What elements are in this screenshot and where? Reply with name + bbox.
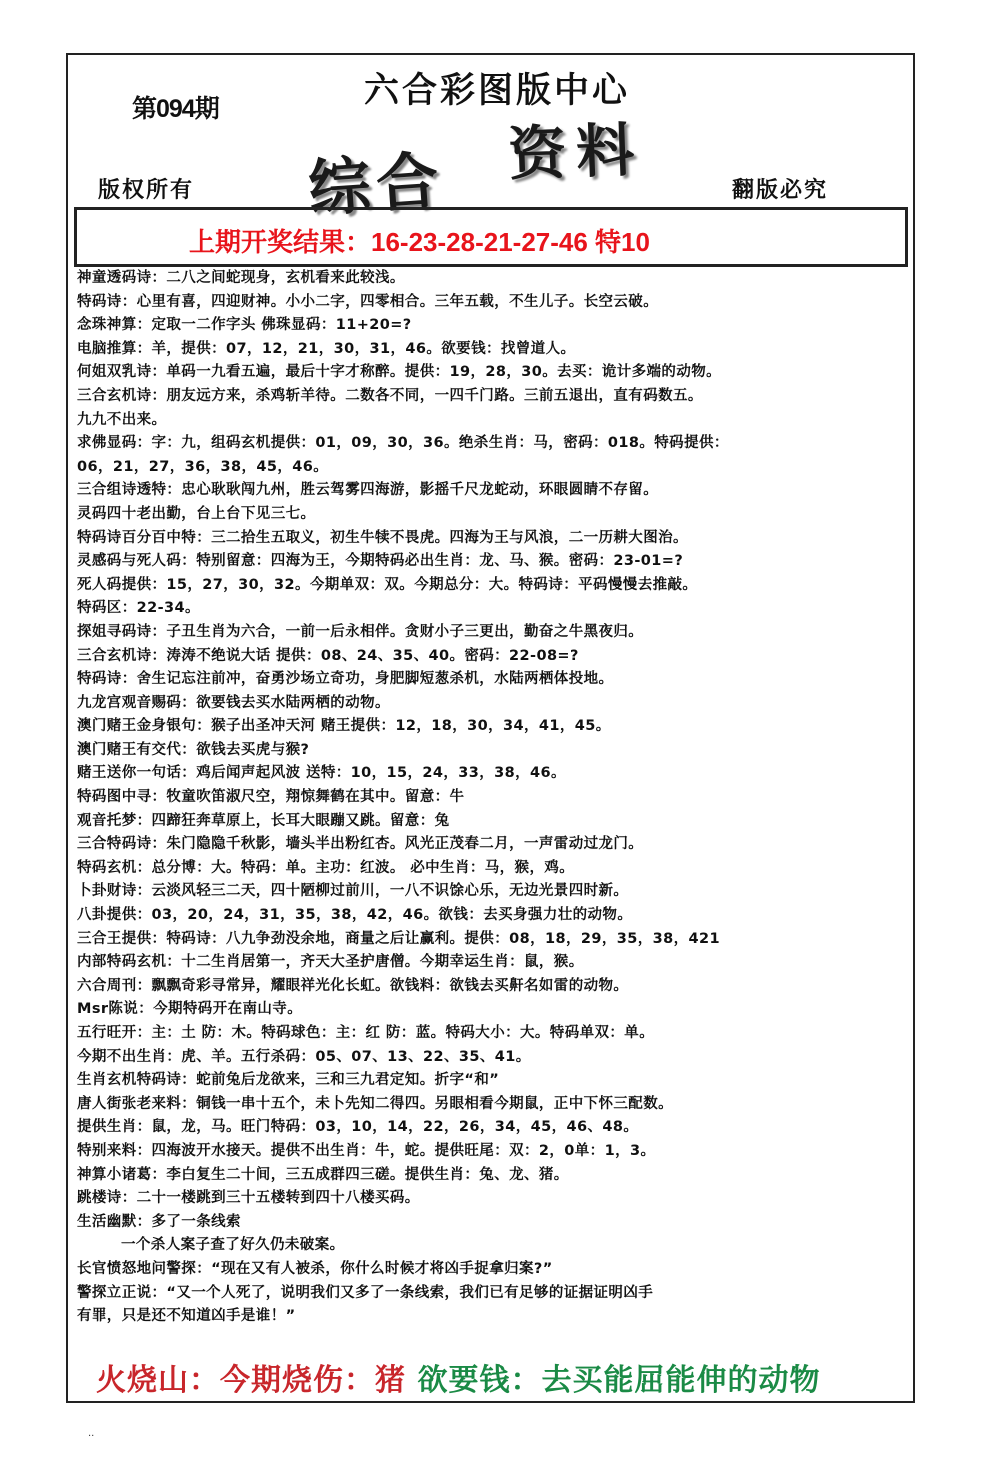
copyright-left: 版权所有 — [98, 177, 195, 203]
text-line: 特别来料：四海波开水接天。提供不出生肖：牛，蛇。提供旺尾：双：2，0单：1，3。 — [77, 1142, 656, 1159]
text-line: 三合玄机诗：涛涛不绝说大话 提供：08、24、35、40。密码：22-08=? — [77, 647, 579, 664]
last-result-text: 上期开奖结果：16-23-28-21-27-46 特10 — [189, 227, 650, 257]
text-line: 灵码四十老出勤，台上台下见三七。 — [77, 505, 316, 522]
text-line: 特码诗：心里有喜，四迎财神。小小二字，四零相合。三年五载，不生儿子。长空云破。 — [77, 293, 659, 310]
text-line: 何姐双乳诗：单码一九看五遍，最后十字才称醉。提供：19，28，30。去买：诡计多端的动物。 — [77, 364, 722, 381]
text-line: 六合周刊：飘飘奇彩寻常异，耀眼祥光化长虹。欲钱料：欲钱去买鼾名如雷的动物。 — [77, 977, 629, 994]
text-line: 三合玄机诗：朋友远方来，杀鸡斩羊待。二数各不同，一四千门路。三前五退出，直有码数五。 — [77, 387, 703, 404]
banner-green-text: 欲要钱：去买能屈能伸的动物 — [417, 1363, 821, 1398]
main-title-right: 资料 — [507, 115, 646, 189]
last-result-box — [74, 207, 908, 267]
text-line: 三合特码诗：朱门隐隐千秋影，墙头半出粉红杏。风光正茂春二月，一声雷动过龙门。 — [77, 836, 644, 853]
text-line: Msr陈说：今期特码开在南山寺。 — [77, 1001, 303, 1018]
text-line: 唐人街张老来料：铜钱一串十五个，未卜先知二得四。另眼相看今期鼠，正中下怀三配数。 — [77, 1095, 673, 1112]
text-line: 灵感码与死人码：特别留意：四海为王，今期特码必出生肖：龙、马、猴。密码：23-01=? — [77, 553, 684, 570]
text-line: 长官愤怒地问警探：“现在又有人被杀，你什么时候才将凶手捉拿归案?” — [77, 1260, 553, 1277]
text-line: 特码诗：舍生记忘注前冲，奋勇沙场立奇功，身肥脚短葱杀机，水陆两栖体投地。 — [77, 671, 614, 688]
publisher-title: 六合彩图版中心 — [364, 70, 631, 111]
text-line: 电脑推算：羊，提供：07，12，21，30，31，46。欲要钱：找曾道人。 — [77, 340, 576, 357]
text-line: 三合组诗透特：忠心耿耿闯九州，胜云驾雾四海游，影摇千尺龙蛇动，环眼圆睛不存留。 — [77, 482, 659, 499]
text-line: 求佛显码：字：九，组码玄机提供：01，09，30，36。绝杀生肖：马，密码：018。特码提供： — [77, 435, 729, 452]
issue-number: 第094期 — [132, 95, 219, 123]
text-line: 提供生肖：鼠，龙，马。旺门特码：03，10，14，22，26，34，45，46、48。 — [77, 1119, 639, 1136]
text-line: 九九不出来。 — [77, 411, 167, 428]
banner-red-text: 火烧山：今期烧伤：猪 — [96, 1363, 406, 1398]
text-line: 生肖玄机特码诗：蛇前兔后龙欲来，三和三九君定知。折字“和” — [77, 1072, 500, 1089]
text-line: 八卦提供：03，20，24，31，35，38，42，46。欲钱：去买身强力壮的动物。 — [77, 907, 633, 924]
text-line: 今期不出生肖：虎、羊。五行杀码：05、07、13、22、35、41。 — [77, 1048, 531, 1065]
document-sheet — [66, 53, 915, 1403]
text-line: 有罪，只是还不知道凶手是谁！” — [77, 1308, 296, 1325]
text-line: 九龙宫观音赐码：欲要钱去买水陆两栖的动物。 — [77, 694, 390, 711]
text-line: 特码图中寻：牧童吹笛淑尺空，翔惊舞鹤在其中。留意：牛 — [77, 789, 465, 806]
text-line: 内部特码玄机：十二生肖居第一，齐天大圣护唐僧。今期幸运生肖：鼠，猴。 — [77, 954, 584, 971]
text-line: 特码玄机：总分博：大。特码：单。主功：红波。 必中生肖：马，猴，鸡。 — [77, 859, 575, 876]
text-line: 澳门赌王金身银句：猴子出圣冲天河 赌王提供：12，18，30，34，41，45。 — [77, 718, 611, 735]
text-line: 卜卦财诗：云淡风轻三二天，四十陋柳过前川，一八不识馀心乐，无边光景四时新。 — [77, 883, 629, 900]
text-line: 神童透码诗：二八之间蛇现身，玄机看来此较浅。 — [77, 270, 405, 286]
text-line: 三合王提供：特码诗：八九争劲没余地，商量之后让赢利。提供：08，18，29，35，38，421 — [77, 930, 720, 947]
copyright-right: 翻版必究 — [732, 177, 829, 203]
text-line: 警探立正说：“又一个人死了，说明我们又多了一条线索，我们已有足够的证据证明凶手 — [77, 1284, 654, 1301]
text-line: 死人码提供：15，27，30，32。今期单双：双。今期总分：大。特码诗：平码慢慢去推敲。 — [77, 576, 698, 593]
content-lines — [77, 267, 907, 1329]
text-line: 赌王送你一句话：鸡后闻声起风波 送特：10，15，24，33，38，46。 — [77, 765, 566, 782]
text-line: 澳门赌王有交代：欲钱去买虎与猴? — [77, 741, 310, 758]
text-line: 特码诗百分百中特：三二拾生五取义，初生牛犊不畏虎。四海为王与风浪，二一历耕大图治。 — [77, 529, 688, 546]
text-line: 生活幽默：多了一条线索 — [77, 1213, 241, 1230]
text-line: 五行旺开：主：土 防：木。特码球色：主：红 防：蓝。特码大小：大。特码单双：单。 — [77, 1025, 655, 1041]
text-line: 观音托梦：四蹄狂奔草原上，长耳大眼蹦又跳。留意：兔 — [77, 812, 450, 829]
text-line: 跳楼诗：二十一楼跳到三十五楼转到四十八楼买码。 — [77, 1190, 420, 1207]
text-line: 念珠神算：定取一二作字头 佛珠显码：11+20=? — [77, 317, 412, 334]
text-line: 神算小诸葛：李白复生二十间，三五成群四三磋。提供生肖：兔、龙、猪。 — [77, 1166, 569, 1183]
footer-dots: .. — [88, 1428, 95, 1439]
bottom-banner — [96, 1355, 820, 1399]
main-title-left: 综合 — [305, 143, 447, 226]
text-line: 06，21，27，36，38，45，46。 — [77, 458, 329, 475]
text-line: 一个杀人案子查了好久仍未破案。 — [121, 1237, 345, 1254]
text-line: 特码区：22-34。 — [77, 600, 200, 617]
text-line: 探姐寻码诗：子丑生肖为六合，一前一后永相伴。贪财小子三更出，勤奋之牛黑夜归。 — [77, 623, 644, 640]
